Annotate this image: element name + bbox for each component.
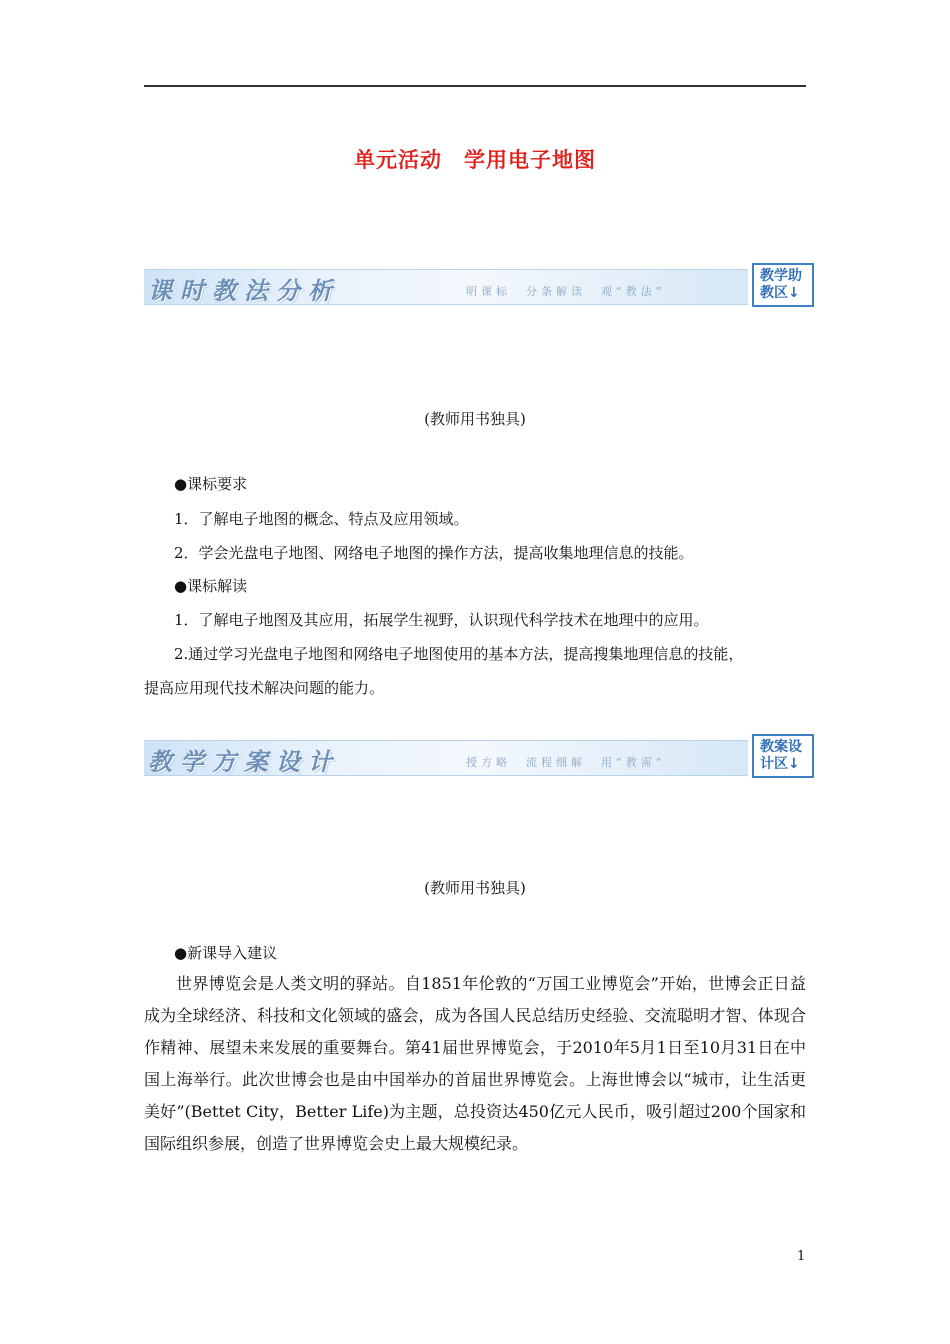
section-heading: ●课标要求 xyxy=(174,475,248,493)
header-rule xyxy=(144,85,806,87)
section-heading: ●课标解读 xyxy=(174,577,248,595)
intro-paragraph: 世界博览会是人类文明的驿站。自1851年伦敦的“万国工业博览会”开始，世博会正日益成为全球经济、科技和文化领域的盛会，成为各国人民总结历史经验、交流聪明才智、体现合作精神、展望未来发展的重要舞台。第41届世界博览会，于2010年5月1日至10月31日在中国上海举行。此次世博会也是由中国举办的首届世界博览会。上海世博会以“城市，让生活更美好”(Bettet City，Better Life)为主题，总投资达450亿元人民币，吸引超过200个国家和国际组织参展，创造了世界博览会史上最大规模纪录。 xyxy=(144,974,806,1153)
banner-badge xyxy=(752,263,814,307)
badge-line-2: 教区↓ xyxy=(760,285,800,301)
list-item: 1．了解电子地图的概念、特点及应用领域。 xyxy=(174,510,469,528)
badge-line-1: 教案设 xyxy=(760,739,802,755)
badge-line-2: 计区↓ xyxy=(760,756,800,772)
banner-badge xyxy=(752,734,814,778)
badge-line-1: 教学助 xyxy=(760,268,802,284)
banner-teaching-design xyxy=(144,734,814,780)
banner-heading: 课时教法分析 xyxy=(148,276,340,305)
list-item: 2.通过学习光盘电子地图和网络电子地图使用的基本方法，提高搜集地理信息的技能， xyxy=(174,645,744,663)
page-title: 单元活动 学用电子地图 xyxy=(354,147,596,172)
banner-lesson-analysis xyxy=(144,263,814,309)
section-heading: ●新课导入建议 xyxy=(174,944,278,962)
banner-subtitle: 明课标 分条解读 观“教法” xyxy=(466,285,666,298)
banner-heading: 教学方案设计 xyxy=(148,747,340,776)
page-number: 1 xyxy=(797,1249,806,1264)
banner-subtitle: 授方略 流程细解 用“教需” xyxy=(466,756,666,769)
list-item: 1．了解电子地图及其应用，拓展学生视野，认识现代科学技术在地理中的应用。 xyxy=(174,611,709,629)
teacher-note: (教师用书独具) xyxy=(424,410,526,428)
list-item: 2．学会光盘电子地图、网络电子地图的操作方法，提高收集地理信息的技能。 xyxy=(174,544,694,562)
teacher-note: (教师用书独具) xyxy=(424,879,526,897)
list-item-continued: 提高应用现代技术解决问题的能力。 xyxy=(144,679,385,697)
